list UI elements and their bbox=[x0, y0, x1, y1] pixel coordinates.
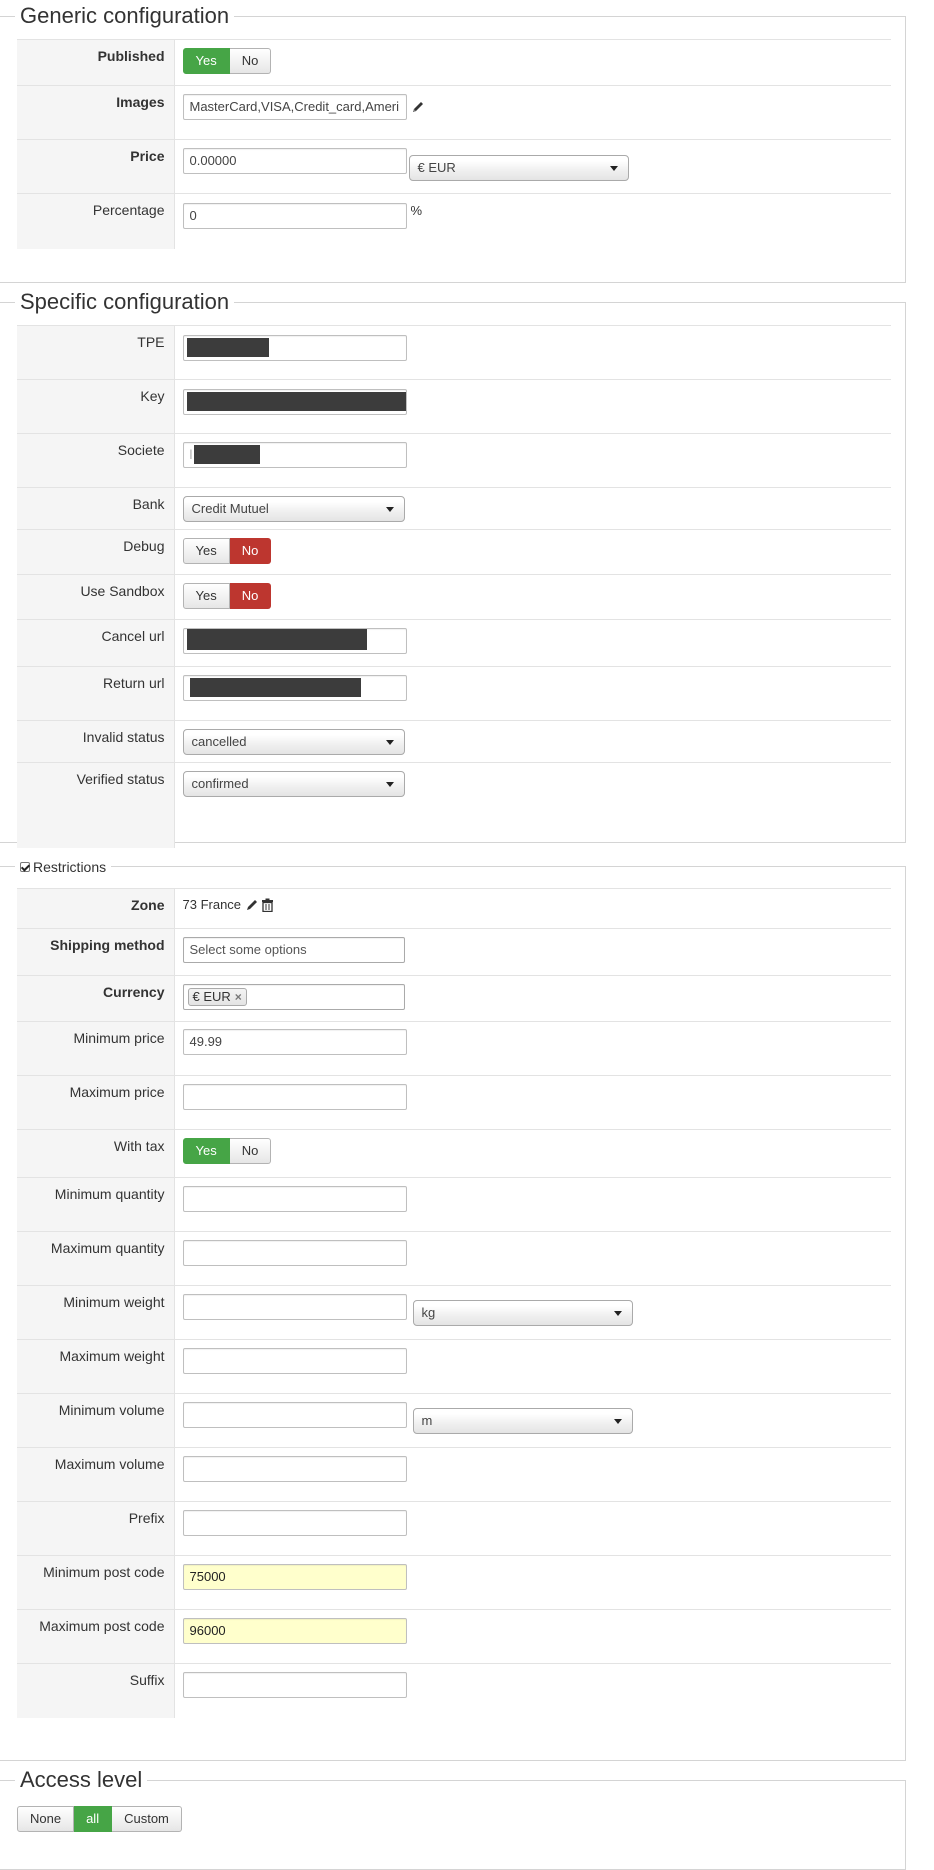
access-level-button-group bbox=[17, 1806, 182, 1832]
sandbox-label: Use Sandbox bbox=[17, 575, 174, 620]
bank-select[interactable] bbox=[183, 496, 405, 522]
max-volume-row bbox=[17, 1448, 891, 1502]
currency-label: Currency bbox=[17, 976, 174, 1022]
currency-chip-remove-icon[interactable]: × bbox=[234, 990, 242, 1004]
max-price-input[interactable] bbox=[183, 1084, 407, 1110]
min-post-code-row bbox=[17, 1556, 891, 1610]
redacted-mask bbox=[187, 392, 406, 411]
min-volume-row bbox=[17, 1394, 891, 1448]
min-price-row bbox=[17, 1022, 891, 1076]
chevron-down-icon bbox=[386, 782, 394, 787]
min-weight-label: Minimum weight bbox=[17, 1286, 174, 1340]
specific-configuration-legend: Specific configuration bbox=[15, 287, 234, 317]
chevron-down-icon bbox=[386, 740, 394, 745]
prefix-label: Prefix bbox=[17, 1502, 174, 1556]
bank-label: Bank bbox=[17, 488, 174, 530]
key-row bbox=[17, 380, 891, 434]
min-price-input[interactable]: 49.99 bbox=[183, 1029, 407, 1055]
max-quantity-row bbox=[17, 1232, 891, 1286]
published-no-button[interactable]: No bbox=[230, 48, 272, 74]
percentage-unit: % bbox=[410, 203, 423, 218]
with-tax-yes-button[interactable]: Yes bbox=[183, 1138, 230, 1164]
bank-row bbox=[17, 488, 891, 530]
min-weight-input[interactable] bbox=[183, 1294, 407, 1320]
currency-multiselect[interactable] bbox=[183, 984, 405, 1010]
zone-label: Zone bbox=[17, 889, 174, 929]
verified-status-value: confirmed bbox=[191, 776, 249, 791]
generic-configuration-legend: Generic configuration bbox=[15, 1, 234, 31]
price-row bbox=[17, 140, 891, 194]
suffix-label: Suffix bbox=[17, 1664, 174, 1718]
min-post-code-input[interactable]: 75000 bbox=[183, 1564, 407, 1590]
min-post-code-label: Minimum post code bbox=[17, 1556, 174, 1610]
shipping-method-row bbox=[17, 929, 891, 976]
debug-toggle bbox=[183, 538, 272, 564]
published-label: Published bbox=[17, 40, 174, 86]
chevron-down-icon bbox=[610, 166, 618, 171]
restrictions-form bbox=[17, 888, 891, 1718]
invalid-status-select[interactable] bbox=[183, 729, 405, 755]
key-input[interactable] bbox=[183, 389, 407, 415]
max-volume-label: Maximum volume bbox=[17, 1448, 174, 1502]
zone-row bbox=[17, 889, 891, 929]
return-url-row bbox=[17, 667, 891, 721]
access-all-button[interactable]: all bbox=[74, 1806, 112, 1832]
max-weight-label: Maximum weight bbox=[17, 1340, 174, 1394]
restrictions-legend bbox=[15, 857, 111, 877]
max-quantity-label: Maximum quantity bbox=[17, 1232, 174, 1286]
volume-unit-select[interactable] bbox=[413, 1408, 633, 1434]
access-custom-button[interactable]: Custom bbox=[112, 1806, 182, 1832]
min-quantity-row bbox=[17, 1178, 891, 1232]
cancel-url-input[interactable] bbox=[183, 628, 407, 654]
max-quantity-input[interactable] bbox=[183, 1240, 407, 1266]
tpe-row bbox=[17, 326, 891, 380]
min-weight-row bbox=[17, 1286, 891, 1340]
societe-value: l bbox=[189, 447, 193, 462]
verified-status-select[interactable] bbox=[183, 771, 405, 797]
price-input[interactable]: 0.00000 bbox=[183, 148, 407, 174]
currency-chip-label: € EUR bbox=[192, 989, 231, 1004]
price-currency-value: € EUR bbox=[417, 160, 456, 175]
zone-value-wrap bbox=[183, 897, 275, 912]
sandbox-toggle bbox=[183, 583, 272, 609]
spacer-cell bbox=[174, 805, 891, 848]
redacted-mask bbox=[190, 678, 361, 697]
societe-row bbox=[17, 434, 891, 488]
max-post-code-label: Maximum post code bbox=[17, 1610, 174, 1664]
societe-input[interactable] bbox=[183, 442, 407, 468]
min-volume-input[interactable] bbox=[183, 1402, 407, 1428]
weight-unit-select[interactable] bbox=[413, 1300, 633, 1326]
images-input[interactable]: MasterCard,VISA,Credit_card,Ameri bbox=[183, 94, 407, 120]
zone-value: 73 France bbox=[182, 897, 242, 912]
debug-yes-button[interactable]: Yes bbox=[183, 538, 230, 564]
edit-images-pencil-icon[interactable] bbox=[411, 100, 425, 114]
redacted-mask bbox=[187, 629, 367, 650]
access-level-legend: Access level bbox=[15, 1765, 147, 1795]
chevron-down-icon bbox=[386, 507, 394, 512]
access-none-button[interactable]: None bbox=[17, 1806, 74, 1832]
with-tax-no-button[interactable]: No bbox=[230, 1138, 272, 1164]
with-tax-row bbox=[17, 1130, 891, 1178]
min-quantity-input[interactable] bbox=[183, 1186, 407, 1212]
redacted-mask bbox=[187, 338, 269, 357]
debug-row bbox=[17, 530, 891, 575]
sandbox-row bbox=[17, 575, 891, 620]
min-volume-label: Minimum volume bbox=[17, 1394, 174, 1448]
generic-configuration-form bbox=[17, 39, 891, 249]
invalid-status-label: Invalid status bbox=[17, 721, 174, 763]
shipping-method-label: Shipping method bbox=[17, 929, 174, 976]
bank-value: Credit Mutuel bbox=[191, 501, 269, 516]
suffix-row bbox=[17, 1664, 891, 1718]
max-price-label: Maximum price bbox=[17, 1076, 174, 1130]
cancel-url-row bbox=[17, 620, 891, 667]
max-price-row bbox=[17, 1076, 891, 1130]
invalid-status-value: cancelled bbox=[191, 734, 247, 749]
redacted-mask bbox=[194, 445, 260, 464]
cancel-url-label: Cancel url bbox=[17, 620, 174, 667]
prefix-row bbox=[17, 1502, 891, 1556]
restrictions-legend-text: Restrictions bbox=[33, 859, 107, 875]
spacer-cell bbox=[17, 805, 174, 848]
max-post-code-input[interactable]: 96000 bbox=[183, 1618, 407, 1644]
restrictions-checkbox[interactable] bbox=[20, 862, 30, 872]
sandbox-no-button[interactable]: No bbox=[230, 583, 272, 609]
max-post-code-row bbox=[17, 1610, 891, 1664]
return-url-input[interactable] bbox=[183, 675, 407, 701]
images-label: Images bbox=[17, 86, 174, 140]
invalid-status-row bbox=[17, 721, 891, 763]
sandbox-yes-button[interactable]: Yes bbox=[183, 583, 230, 609]
published-row bbox=[17, 40, 891, 86]
published-toggle bbox=[183, 48, 272, 74]
currency-row bbox=[17, 976, 891, 1022]
percentage-label: Percentage bbox=[17, 194, 174, 249]
tpe-label: TPE bbox=[17, 326, 174, 380]
with-tax-toggle bbox=[183, 1138, 272, 1164]
shipping-method-multiselect[interactable] bbox=[183, 937, 405, 963]
min-price-label: Minimum price bbox=[17, 1022, 174, 1076]
verified-status-label: Verified status bbox=[17, 763, 174, 805]
published-yes-button[interactable]: Yes bbox=[183, 48, 230, 74]
weight-unit-value: kg bbox=[421, 1305, 436, 1320]
images-row bbox=[17, 86, 891, 140]
percentage-row bbox=[17, 194, 891, 249]
delete-zone-trash-icon[interactable] bbox=[261, 898, 274, 912]
edit-zone-pencil-icon[interactable] bbox=[245, 898, 259, 912]
key-label: Key bbox=[17, 380, 174, 434]
chevron-down-icon bbox=[614, 1419, 622, 1424]
debug-no-button[interactable]: No bbox=[230, 538, 272, 564]
with-tax-label: With tax bbox=[17, 1130, 174, 1178]
price-label: Price bbox=[17, 140, 174, 194]
return-url-label: Return url bbox=[17, 667, 174, 721]
specific-spacer-row bbox=[17, 805, 891, 848]
specific-configuration-form bbox=[17, 325, 891, 848]
min-quantity-label: Minimum quantity bbox=[17, 1178, 174, 1232]
prefix-input[interactable] bbox=[183, 1510, 407, 1536]
percentage-input[interactable]: 0 bbox=[183, 203, 407, 229]
chevron-down-icon bbox=[614, 1311, 622, 1316]
suffix-input[interactable] bbox=[183, 1672, 407, 1698]
max-weight-input[interactable] bbox=[183, 1348, 407, 1374]
tpe-input[interactable] bbox=[183, 335, 407, 361]
debug-label: Debug bbox=[17, 530, 174, 575]
societe-label: Societe bbox=[17, 434, 174, 488]
max-weight-row bbox=[17, 1340, 891, 1394]
currency-chip bbox=[188, 988, 247, 1006]
verified-status-row bbox=[17, 763, 891, 805]
max-volume-input[interactable] bbox=[183, 1456, 407, 1482]
price-currency-select[interactable] bbox=[409, 155, 629, 181]
shipping-method-placeholder: Select some options bbox=[189, 942, 307, 957]
volume-unit-value: m bbox=[421, 1413, 433, 1428]
